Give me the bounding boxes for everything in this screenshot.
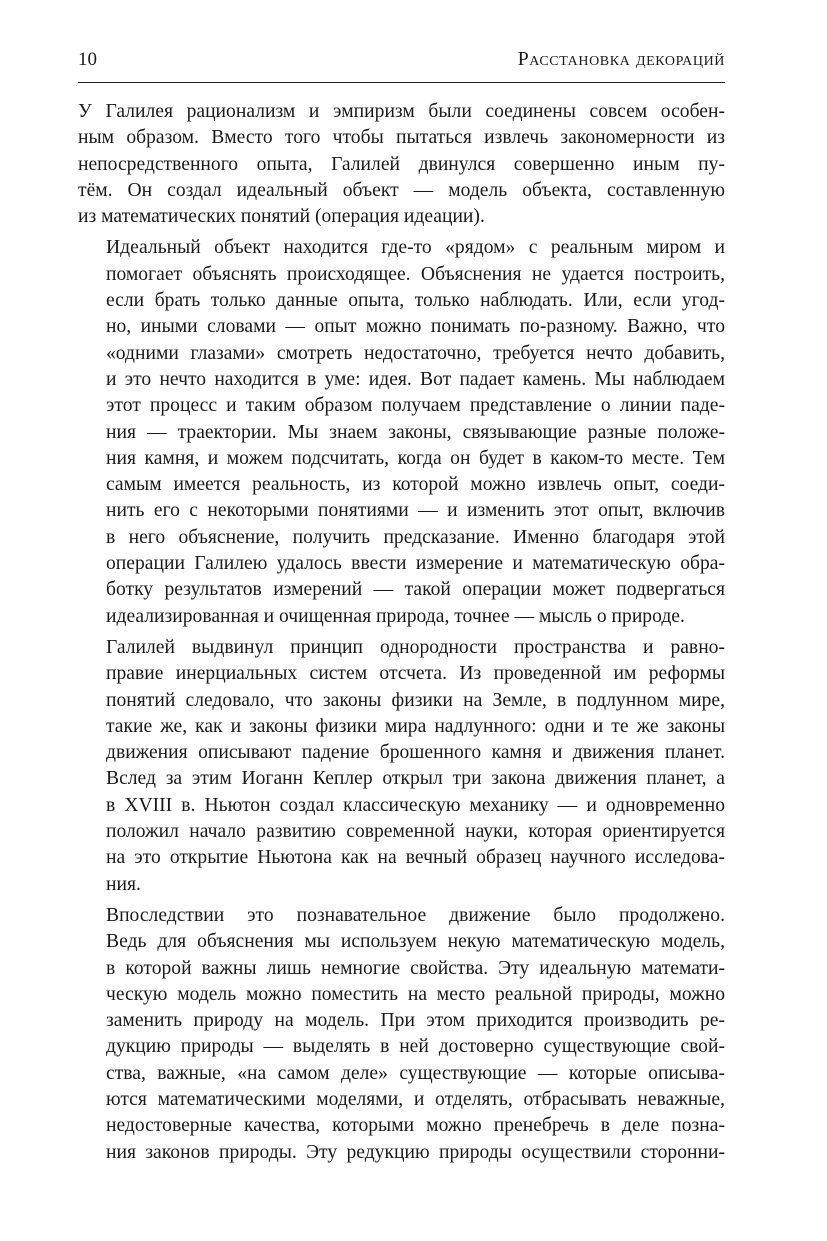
paragraph: [78, 235, 725, 629]
text-line: тём. Он создал идеальный объект — модель объекта, составленную: [78, 179, 725, 201]
text-line: ботку результатов измерений — такой операции может подвергаться: [106, 579, 725, 601]
text-line: из математических понятий (операция идеации).: [78, 206, 485, 228]
text-line: этот процесс и таким образом получаем представление о линии паде-: [106, 395, 725, 417]
text-line: нить его с некоторыми понятиями — и изменить этот опыт, включив: [106, 500, 725, 522]
text-line: непосредственного опыта, Галилей двинулся совершенно иным пу-: [78, 153, 725, 175]
text-line: ным образом. Вместо того чтобы пытаться извлечь закономерности из: [78, 127, 725, 149]
text-line: помогает объяснять происходящее. Объяснения не удается построить,: [106, 263, 725, 285]
text-line: и это нечто находится в уме: идея. Вот падает камень. Мы наблюдаем: [106, 368, 725, 390]
text-line: операции Галилею удалось ввести измерение и математическую обра-: [106, 553, 725, 575]
text-line: в которой важны лишь немногие свойства. Эту идеальную математи-: [106, 957, 725, 979]
text-line: в него объяснение, получить предсказание. Именно благодаря этой: [106, 526, 725, 548]
text-line: если брать только данные опыта, только наблюдать. Или, если угод-: [106, 290, 725, 312]
section-title: Расстановка декораций: [517, 48, 725, 70]
text-line: положил начало развитию современной науки, которая ориентируется: [106, 821, 725, 843]
text-line: Впоследствии это познавательное движение было продолжено.: [106, 904, 725, 926]
text-line: ния законов природы. Эту редукцию природы осуществили сторонни-: [106, 1141, 725, 1163]
text-line: Галилей выдвинул принцип однородности пространства и равно-: [106, 636, 725, 658]
text-line: Идеальный объект находится где-то «рядом» с реальным миром и: [106, 237, 725, 259]
paragraph: [78, 903, 725, 1166]
paragraph: [78, 99, 725, 230]
text-line: но, иными словами — опыт можно понимать по-разному. Важно, что: [106, 316, 725, 338]
text-line: идеализированная и очищенная природа, точнее — мысль о природе.: [106, 605, 685, 627]
text-line: заменить природу на модель. При этом приходится производить ре-: [106, 1010, 725, 1032]
text-line: ния камня, и можем подсчитать, когда он будет в каком-то месте. Тем: [106, 447, 725, 469]
text-line: в XVIII в. Ньютон создал классическую механику — и одновременно: [106, 794, 725, 816]
book-page: [78, 48, 725, 1171]
text-line: правие инерциальных систем отсчета. Из проведенной им реформы: [106, 663, 725, 685]
text-line: ются математическими моделями, и отделять, отбрасывать неважные,: [106, 1088, 725, 1110]
text-line: ческую модель можно поместить на место реальной природы, можно: [106, 983, 725, 1005]
text-line: на это открытие Ньютона как на вечный образец научного исследова-: [106, 847, 725, 869]
running-header: [78, 48, 725, 83]
text-line: ния — траектории. Мы знаем законы, связывающие разные положе-: [106, 421, 725, 443]
text-line: ния.: [106, 873, 141, 895]
page-number: 10: [78, 49, 97, 70]
text-line: понятий следовало, что законы физики на Земле, в подлунном мире,: [106, 689, 725, 711]
text-line: самым имеется реальность, из которой можно извлечь опыт, соеди-: [106, 474, 725, 496]
body-text: [78, 99, 725, 1166]
text-line: ства, важные, «на самом деле» существующие — которые описыва-: [106, 1062, 725, 1084]
text-line: «одними глазами» смотреть недостаточно, требуется нечто добавить,: [106, 342, 725, 364]
text-line: У Галилея рационализм и эмпиризм были соединены совсем особен-: [78, 101, 725, 122]
text-line: недостоверные качества, которыми можно пренебречь в деле позна-: [106, 1115, 725, 1137]
text-line: Вслед за этим Иоганн Кеплер открыл три закона движения планет, а: [106, 768, 725, 790]
text-line: такие же, как и законы физики мира надлунного: одни и те же законы: [106, 715, 725, 737]
text-line: дукцию природы — выделять в ней достоверно существующие свой-: [106, 1036, 725, 1058]
paragraph: [78, 635, 725, 898]
text-line: движения описывают падение брошенного камня и движения планет.: [106, 742, 725, 764]
text-line: Ведь для объяснения мы используем некую математическую модель,: [106, 931, 725, 953]
